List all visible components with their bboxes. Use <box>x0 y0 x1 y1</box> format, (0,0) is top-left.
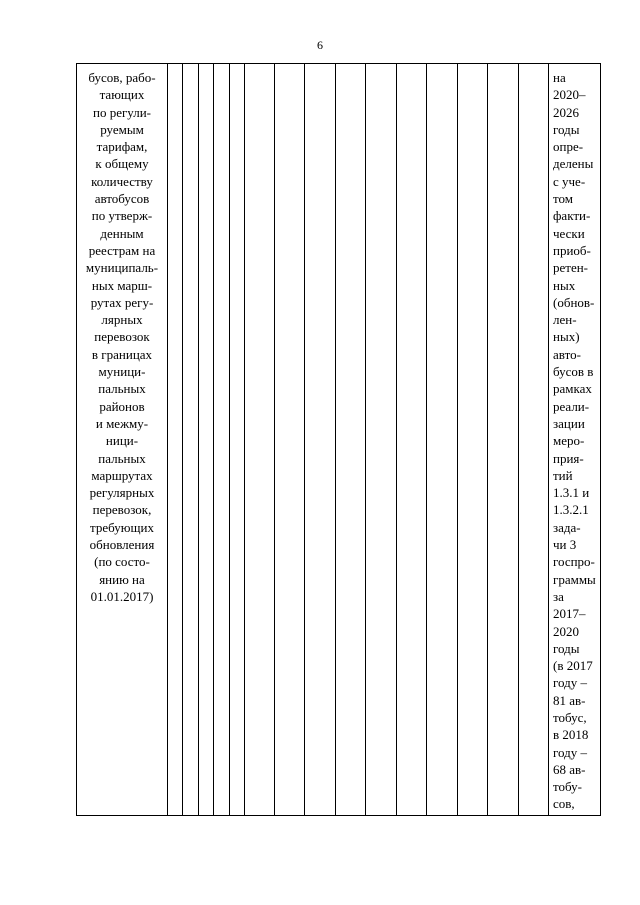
empty-cell <box>168 64 183 816</box>
text-line: за <box>553 588 564 604</box>
text-line: чески <box>553 225 585 241</box>
text-line: 2017– <box>553 606 586 622</box>
text-line: на <box>553 70 566 85</box>
note-text <box>549 64 600 813</box>
text-line: ных) <box>553 329 580 345</box>
text-line: количеству <box>91 173 153 189</box>
text-line: госпро- <box>553 554 595 570</box>
text-line: тающих <box>99 87 145 103</box>
empty-cell <box>427 64 458 816</box>
text-line: лярных <box>101 312 143 328</box>
empty-cell <box>230 64 245 816</box>
text-line: бусов в <box>553 364 594 380</box>
text-line: с уче- <box>553 173 586 189</box>
text-line: районов <box>99 398 145 414</box>
text-line: году – <box>553 744 587 760</box>
text-line: руемым <box>100 121 144 137</box>
text-line: по регули- <box>92 104 151 120</box>
text-line: тобу- <box>553 779 582 795</box>
text-line: году – <box>553 675 587 691</box>
text-line: том <box>553 191 573 207</box>
empty-cell <box>519 64 549 816</box>
text-line: опре- <box>553 139 584 155</box>
empty-cell <box>458 64 488 816</box>
text-line: лен- <box>553 312 577 328</box>
text-line: перевозок <box>94 329 150 345</box>
text-line: зада- <box>553 519 581 535</box>
empty-cell <box>397 64 427 816</box>
text-line: прия- <box>553 450 584 466</box>
text-line: 2026 <box>553 104 579 120</box>
empty-cell <box>183 64 199 816</box>
text-line: и межму- <box>95 415 149 431</box>
text-line: тарифам, <box>96 139 148 155</box>
text-line: авто- <box>553 346 581 362</box>
text-line: денным <box>100 225 144 241</box>
text-line: реестрам на <box>88 242 156 258</box>
text-line: обновления <box>89 537 155 553</box>
text-line: реали- <box>553 398 590 414</box>
data-table <box>76 63 601 816</box>
text-line: годы <box>553 640 580 656</box>
text-line: пальных <box>98 450 146 466</box>
text-line: пальных <box>98 381 146 397</box>
text-line: годы <box>553 121 580 137</box>
text-line: ных <box>553 277 576 293</box>
text-line: тий <box>553 467 573 483</box>
text-line: приоб- <box>553 242 591 258</box>
text-line: по утверж- <box>91 208 153 224</box>
text-line: (обнов- <box>553 294 595 310</box>
text-line: ных марш- <box>91 277 153 293</box>
text-line: 1.3.1 и <box>553 485 590 501</box>
empty-cell <box>305 64 336 816</box>
text-line: к общему <box>95 156 149 172</box>
empty-cell <box>199 64 214 816</box>
text-line: рутах регу- <box>90 294 154 310</box>
empty-cell <box>275 64 305 816</box>
text-line: меро- <box>553 433 585 449</box>
text-line: тобус, <box>553 709 587 725</box>
text-line: янию на <box>99 571 145 587</box>
table-row <box>77 64 601 816</box>
text-line: факти- <box>553 208 591 224</box>
text-line: автобусов <box>94 191 150 207</box>
text-line: граммы <box>553 571 596 587</box>
text-line: делены <box>553 156 594 172</box>
text-line: чи 3 <box>553 537 577 553</box>
text-line: бусов, рабо- <box>88 70 156 85</box>
text-line: 2020 <box>553 623 579 639</box>
indicator-name-text <box>77 64 167 605</box>
text-line: в границах <box>91 346 153 362</box>
text-line: требующих <box>90 519 154 535</box>
indicator-name-cell <box>77 64 168 816</box>
text-line: перевозок, <box>92 502 152 518</box>
text-line: маршрутах <box>91 467 153 483</box>
text-line: 01.01.2017) <box>90 588 154 604</box>
text-line: (по состо- <box>94 554 150 570</box>
text-line: 81 ав- <box>553 692 586 708</box>
text-line: (в 2017 <box>553 658 593 674</box>
text-line: рамках <box>553 381 592 397</box>
empty-cell <box>366 64 397 816</box>
note-cell <box>549 64 601 816</box>
text-line: муниципаль- <box>85 260 159 276</box>
text-line: ници- <box>105 433 139 449</box>
text-line: 1.3.2.1 <box>553 502 589 518</box>
empty-cell <box>488 64 519 816</box>
page-number: 6 <box>317 38 323 52</box>
empty-cell <box>214 64 230 816</box>
text-line: зации <box>553 415 585 431</box>
text-line: сов, <box>553 796 575 812</box>
empty-cell <box>336 64 366 816</box>
text-line: муници- <box>98 364 146 380</box>
text-line: 2020– <box>553 87 586 103</box>
empty-cell <box>245 64 275 816</box>
text-line: регулярных <box>89 485 155 501</box>
text-line: 68 ав- <box>553 761 586 777</box>
text-line: ретен- <box>553 260 589 276</box>
text-line: в 2018 <box>553 727 589 743</box>
